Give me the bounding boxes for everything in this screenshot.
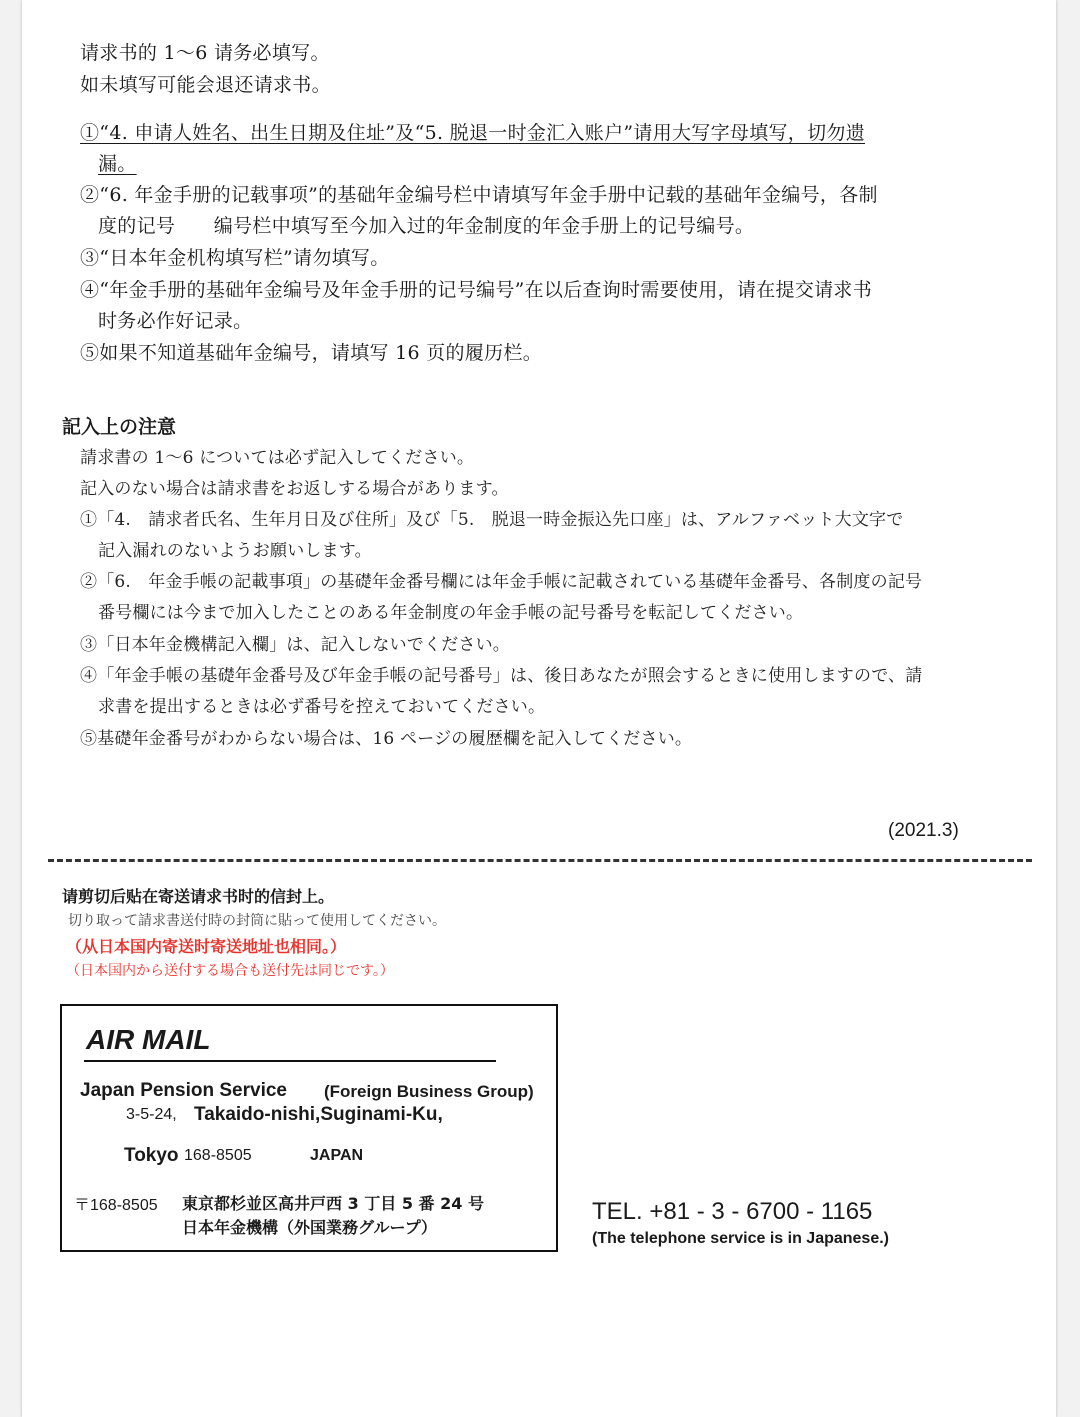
air-mail-title: AIR MAIL — [86, 1024, 211, 1055]
ja-item2-line1: ②「6. 年金手帳の記載事項」の基礎年金番号欄には年金手帳に記載されている基礎年金番号、各制度の記号 — [80, 572, 923, 592]
ja-intro-line1: 請求書の 1～6 については必ず記入してください。 — [80, 448, 475, 468]
telephone-note: (The telephone service is in Japanese.) — [592, 1230, 889, 1247]
ja-item4-line1: ④「年金手帳の基礎年金番号及び年金手帳の記号番号」は、後日あなたが照会するときに使用しますので、請 — [80, 666, 923, 686]
org-group: (Foreign Business Group) — [324, 1082, 534, 1101]
document-page — [22, 0, 1056, 1417]
zh-item2-line2: 度的记号 编号栏中填写至今加入过的年金制度的年金手册上的记号编号。 — [98, 215, 755, 237]
street-number: 3-5-24, — [126, 1106, 177, 1123]
cut-instruction-zh: 请剪切后贴在寄送请求书时的信封上。 — [62, 887, 335, 906]
ja-item5: ⑤基礎年金番号がわからない場合は、16 ページの履歴欄を記入してください。 — [80, 729, 693, 749]
country-name: JAPAN — [310, 1147, 364, 1164]
air-mail-underline — [84, 1060, 496, 1062]
postal-code: 168-8505 — [184, 1147, 252, 1164]
ja-item2-line2: 番号欄には今まで加入したことのある年金制度の年金手帳の記号番号を転記してください。 — [98, 603, 804, 623]
street-name: Takaido-nishi,Suginami-Ku, — [194, 1104, 443, 1125]
ja-item1-line2: 記入漏れのないようお願いします。 — [98, 541, 372, 561]
ja-item1-line1: ①「4. 請求者氏名、生年月日及び住所」及び「5. 脱退一時金振込先口座」は、アルファベット大文字で — [80, 510, 904, 530]
zh-intro-line1: 请求书的 1～6 请务必填写。 — [80, 42, 330, 64]
cut-line — [48, 859, 1032, 862]
org-name: Japan Pension Service — [80, 1080, 287, 1101]
zh-intro-line2: 如未填写可能会退还请求书。 — [80, 74, 331, 96]
zh-item1-line2: 漏。 — [98, 153, 137, 175]
ja-item3: ③「日本年金機構記入欄」は、記入しないでください。 — [80, 635, 510, 655]
ja-item4-line2: 求書を提出するときは必ず番号を控えておいてください。 — [98, 697, 546, 717]
city-name: Tokyo — [124, 1145, 179, 1166]
domestic-note-ja: （日本国内から送付する場合も送付先は同じです。） — [66, 963, 394, 979]
zh-item4-line2: 时务必作好记录。 — [98, 310, 253, 332]
domestic-note-zh: （从日本国内寄送时寄送地址也相同。） — [66, 937, 347, 956]
jp-address: 東京都杉並区高井戸西 3 丁目 5 番 24 号 — [182, 1194, 484, 1213]
ja-heading: 記入上の注意 — [62, 416, 177, 438]
zh-item1-line1: ①“4. 申请人姓名、出生日期及住址”及“5. 脱退一时金汇入账户”请用大写字母填写，切勿遗 — [80, 122, 865, 144]
jp-organization: 日本年金機構（外国業務グループ） — [182, 1218, 437, 1237]
mailing-label — [60, 1004, 558, 1252]
jp-postal-code: 〒168-8505 — [74, 1197, 158, 1214]
cut-instruction-ja: 切り取って請求書送付時の封筒に貼って使用してください。 — [68, 913, 446, 929]
ja-intro-line2: 記入のない場合は請求書をお返しする場合があります。 — [80, 479, 509, 499]
zh-item3: ③“日本年金机构填写栏”请勿填写。 — [80, 247, 390, 269]
zh-item4-line1: ④“年金手册的基础年金编号及年金手册的记号编号”在以后查询时需要使用，请在提交请求书 — [80, 279, 873, 301]
telephone-number: TEL. +81 - 3 - 6700 - 1165 — [592, 1198, 873, 1225]
revision-date: (2021.3) — [888, 820, 959, 841]
zh-item5: ⑤如果不知道基础年金编号，请填写 16 页的履历栏。 — [80, 342, 543, 364]
zh-item2-line1: ②“6. 年金手册的记载事项”的基础年金编号栏中请填写年金手册中记载的基础年金编号，各制 — [80, 184, 878, 206]
